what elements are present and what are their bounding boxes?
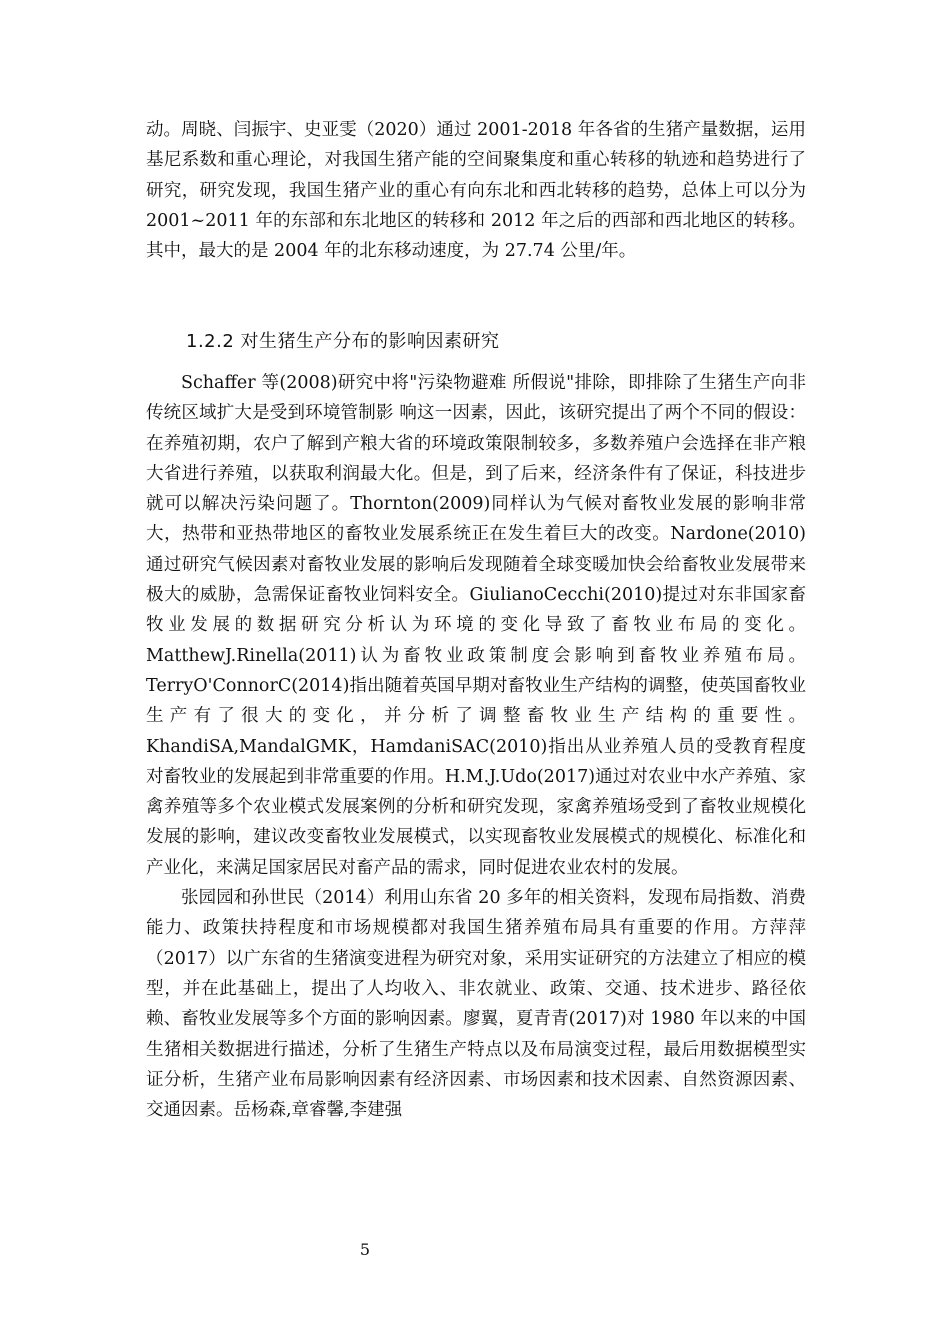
body-paragraph-1: Schaffer 等(2008)研究中将"污染物避难 所假说"排除，即排除了生猪生产向非传统区域扩大是受到环境管制影 响这一因素，因此，该研究提出了两个不同的假设：在养殖初期，农户了解到产粮大省的环境政策限制较多，多数养殖户会选择在非产粮大省进行养殖，以获取利润最大化。但是，到了后来，经济条件有了保证，科技进步就可以解决污染问题了。Thornton(2009)同样认为气候对畜牧业发展的影响非常大，热带和亚热带地区的畜牧业发展系统正在发生着巨大的改变。Nardone(2010)通过研究气候因素对畜牧业发展的影响后发现随着全球变暖加快会给畜牧业发展带来极大的威胁，急需保证畜牧业饲料安全。GiulianoCecchi(2010)提过对东非国家畜牧业发展的数据研究分析认为环境的变化导致了畜牧业布局的变化。MatthewJ.Rinella(2011)认为畜牧业政策制度会影响到畜牧业养殖布局。TerryO'ConnorC(2014)指出随着英国早期对畜牧业生产结构的调整，使英国畜牧业生产有了很大的变化，并分析了调整畜牧业生产结构的重要性。KhandiSA,MandalGMK，HamdaniSAC(2010)指出从业养殖人员的受教育程度对畜牧业的发展起到非常重要的作用。H.M.J.Udo(2017)通过对农业中水产养殖、家禽养殖等多个农业模式发展案例的分析和研究发现，家禽养殖场受到了畜牧业规模化发展的影响，建议改变畜牧业发展模式，以实现畜牧业发展模式的规模化、标准化和产业化，来满足国家居民对畜产品的需求，同时促进农业农村的发展。 xyxy=(146,373,806,878)
continuation-paragraph: 动。周晓、闫振宇、史亚雯（2020）通过 2001-2018 年各省的生猪产量数据，运用基尼系数和重心理论，对我国生猪产能的空间聚集度和重心转移的轨迹和趋势进行了研究，研究发现，我国生猪产业的重心有向东北和西北转移的趋势，总体上可以分为 2001~2011 年的东部和东北地区的转移和 2012 年之后的西部和西北地区的转移。其中，最大的是 2004 年的北东移动速度，为 27.74 公里/年。 xyxy=(146,120,806,262)
page-number: 5 xyxy=(359,1240,371,1259)
text-block-main xyxy=(146,368,806,1125)
body-paragraph-2: 张园园和孙世民（2014）利用山东省 20 多年的相关资料，发现布局指数、消费能力、政策扶持程度和市场规模都对我国生猪养殖布局具有重要的作用。方萍萍（2017）以广东省的生猪演变进程为研究对象，采用实证研究的方法建立了相应的模型，并在此基础上，提出了人均收入、非农就业、政策、交通、技术进步、路径依赖、畜牧业发展等多个方面的影响因素。廖翼，夏青青(2017)对 1980 年以来的中国生猪相关数据进行描述，分析了生猪生产特点以及布局演变过程，最后用数据模型实证分析，生猪产业布局影响因素有经济因素、市场因素和技术因素、自然资源因素、交通因素。岳杨森,章睿馨,李建强 xyxy=(146,888,806,1121)
section-heading: 1.2.2 对生猪生产分布的影响因素研究 xyxy=(186,331,500,352)
text-block-top xyxy=(146,115,806,266)
